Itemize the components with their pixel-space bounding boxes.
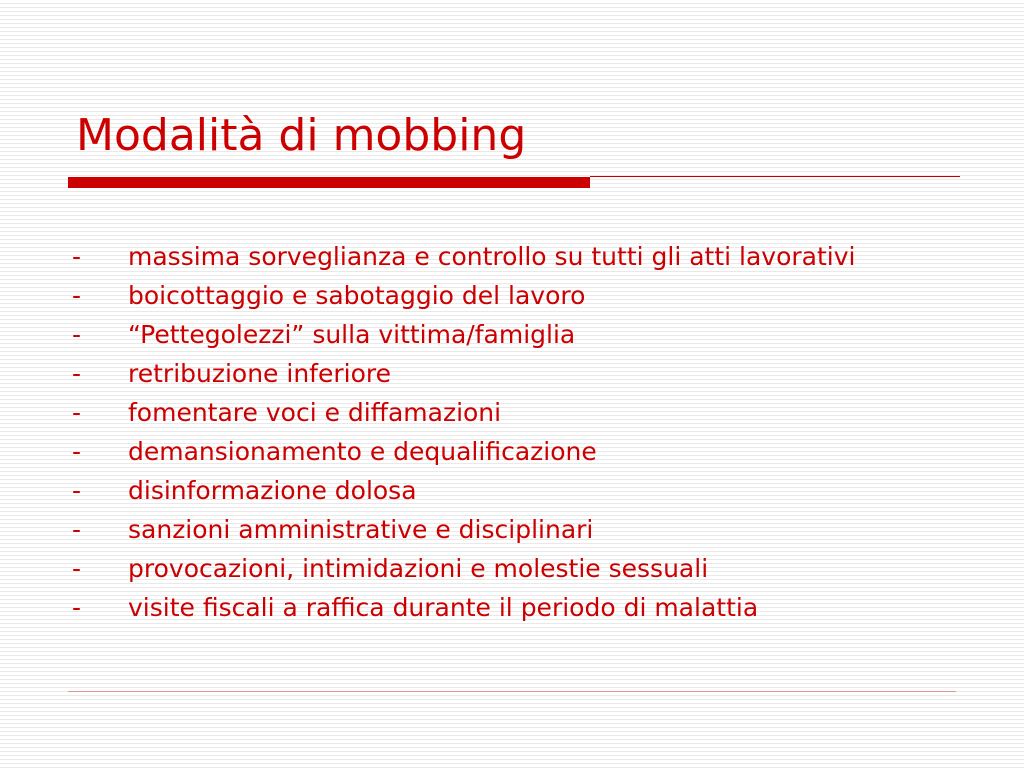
list-item: [72, 280, 952, 312]
list-item-text: “Pettegolezzi” sulla vittima/famiglia: [128, 320, 576, 349]
list-item: [72, 319, 952, 351]
dash-bullet-icon: -: [72, 515, 82, 544]
dash-bullet-icon: -: [72, 398, 82, 427]
list-item-text: provocazioni, intimidazioni e molestie sessuali: [128, 554, 709, 583]
list-item: [72, 397, 952, 429]
list-item-text: visite fiscali a raffica durante il periodo di malattia: [128, 593, 759, 622]
list-item-text: demansionamento e dequalificazione: [128, 437, 597, 466]
dash-bullet-icon: -: [72, 320, 82, 349]
list-item: [72, 475, 952, 507]
list-item-text: fomentare voci e diffamazioni: [128, 398, 502, 427]
list-item: [72, 592, 952, 624]
list-item-text: boicottaggio e sabotaggio del lavoro: [128, 281, 586, 310]
dash-bullet-icon: -: [72, 554, 82, 583]
title-underline-thin: [590, 176, 960, 177]
list-item-text: massima sorveglianza e controllo su tutti gli atti lavorativi: [128, 242, 856, 271]
title-underline-thick: [68, 177, 590, 188]
list-item: [72, 514, 952, 546]
list-item: [72, 436, 952, 468]
dash-bullet-icon: -: [72, 437, 82, 466]
dash-bullet-icon: -: [72, 242, 82, 271]
list-item-text: sanzioni amministrative e disciplinari: [128, 515, 594, 544]
dash-bullet-icon: -: [72, 476, 82, 505]
slide-title: Modalità di mobbing: [76, 110, 527, 161]
bullet-list: [72, 241, 952, 631]
list-item-text: disinformazione dolosa: [128, 476, 417, 505]
list-item-text: retribuzione inferiore: [128, 359, 391, 388]
list-item: [72, 358, 952, 390]
dash-bullet-icon: -: [72, 593, 82, 622]
dash-bullet-icon: -: [72, 281, 82, 310]
list-item: [72, 553, 952, 585]
bottom-divider: [68, 691, 956, 692]
list-item: [72, 241, 952, 273]
dash-bullet-icon: -: [72, 359, 82, 388]
